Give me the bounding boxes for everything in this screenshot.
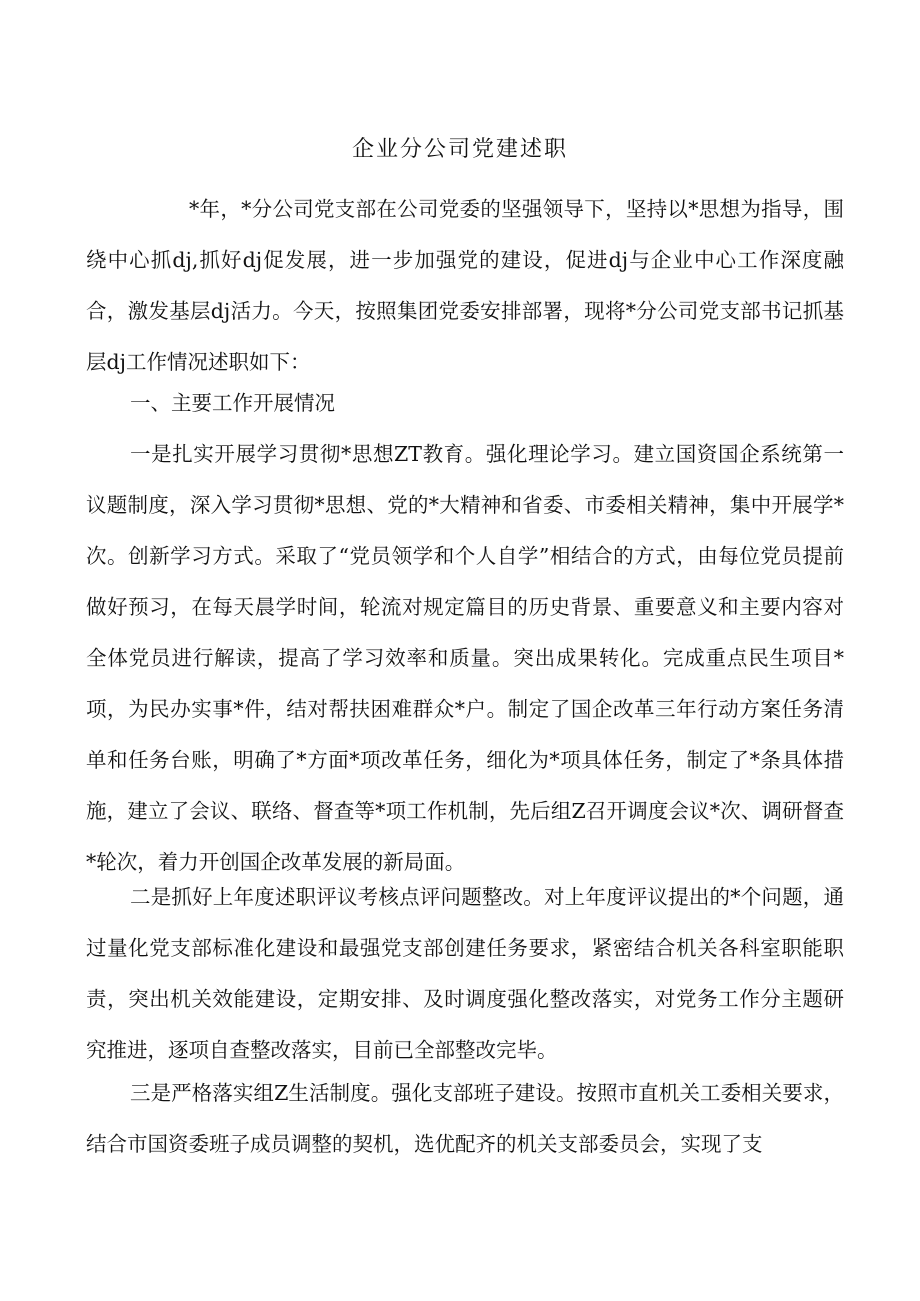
intro-paragraph: *年，*分公司党支部在公司党委的坚强领导下，坚持以*思想为指导，围绕中心抓dj,抓好dj促发展，进一步加强党的建设，促进dj与企业中心工作深度融合，激发基层dj活力。今天，按照集团党委安排部署，现将*分公司党支部书记抓基层dj工作情况述职如下：: [86, 197, 844, 374]
document-title: 企业分公司党建述职: [351, 137, 568, 162]
paragraph-study: 一是扎实开展学习贯彻*思想ZT教育。强化理论学习。建立国资国企系统第一议题制度，深入学习贯彻*思想、党的*大精神和省委、市委相关精神，集中开展学*次。创新学习方式。采取了“党员领学和个人自学”相结合的方式，由每位党员提前做好预习，在每天晨学时间，轮流对规定篇目的历史背景、重要意义和主要内容对全体党员进行解读，提高了学习效率和质量。突出成果转化。完成重点民生项目*项，为民办实事*件，结对帮扶困难群众*户。制定了国企改革三年行动方案任务清单和任务台账，明确了*方面*项改革任务，细化为*项具体任务，制定了*条具体措施，建立了会议、联络、督查等*项工作机制，先后组Z召开调度会议*次、调研督查*轮次，着力开创国企改革发展的新局面。: [86, 442, 844, 874]
paragraph-rectification: 二是抓好上年度述职评议考核点评问题整改。对上年度评议提出的*个问题，通过量化党支部标准化建设和最强党支部创建任务要求，紧密结合机关各科室职能职责，突出机关效能建设，定期安排、及时调度强化整改落实，对党务工作分主题研究推进，逐项自查整改落实，目前已全部整改完毕。: [86, 885, 844, 1062]
paragraph-organization: 三是严格落实组Z生活制度。强化支部班子建设。按照市直机关工委相关要求，结合市国资委班子成员调整的契机，选优配齐的机关支部委员会，实现了支: [86, 1081, 844, 1156]
section-heading: 一、主要工作开展情况: [130, 391, 335, 415]
